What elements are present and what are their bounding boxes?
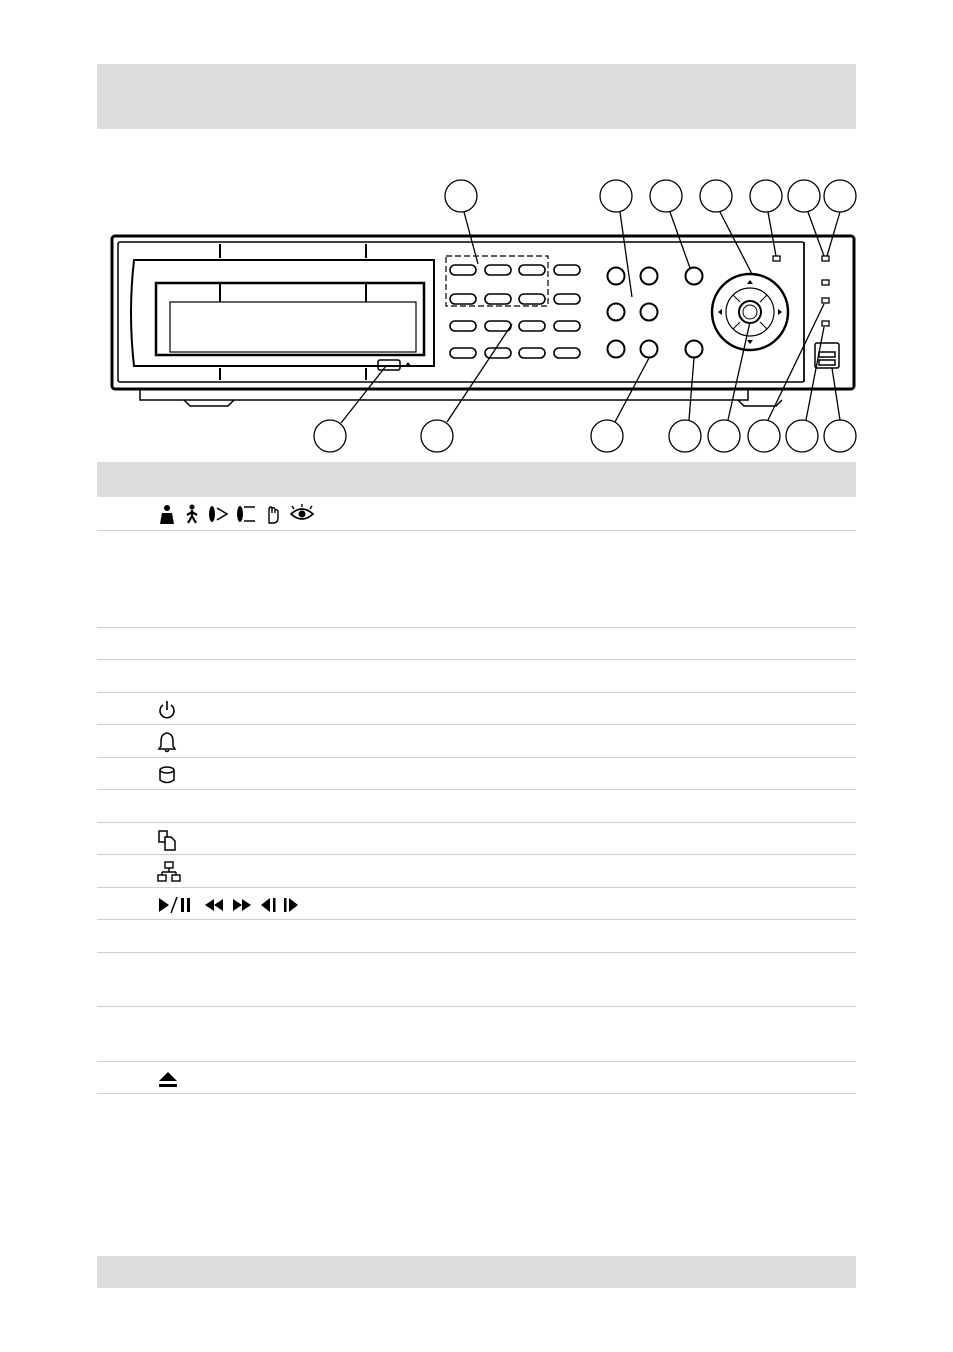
eject-icon (157, 1069, 179, 1089)
table-row (97, 725, 856, 758)
fast-forward-icon (231, 895, 253, 915)
power-icon (157, 699, 177, 721)
dvr-front-panel-diagram (0, 0, 953, 460)
walking-person-icon (183, 504, 201, 524)
hdd-icon (157, 765, 177, 785)
callouts-top (445, 180, 856, 212)
step-back-icon (259, 895, 277, 915)
table-row (97, 660, 856, 693)
table-row (97, 693, 856, 725)
table-row (97, 953, 856, 1007)
eject-mark (405, 362, 411, 366)
table-row (97, 790, 856, 823)
step-forward-icon (283, 895, 301, 915)
table-row (97, 1007, 856, 1062)
navigation-arrows (718, 280, 782, 344)
table-row (97, 758, 856, 790)
eye-icon (289, 504, 315, 524)
table-row (97, 628, 856, 660)
motion-out-icon (235, 504, 257, 524)
network-icon (157, 861, 181, 883)
person-icon (157, 504, 177, 524)
table-header (97, 462, 856, 497)
round-buttons (608, 268, 703, 358)
rewind-icon (203, 895, 225, 915)
table-row (97, 530, 856, 628)
alarm-bell-icon (157, 731, 177, 753)
key-grid (446, 256, 580, 358)
table-row (97, 497, 856, 531)
footer-band (97, 1256, 856, 1288)
motion-in-icon (207, 504, 229, 524)
hand-icon (263, 504, 283, 524)
copy-icon (157, 829, 177, 851)
play-pause-icon (157, 895, 197, 915)
table-row (97, 1062, 856, 1094)
navigation-ring (712, 274, 788, 350)
table-row (97, 823, 856, 855)
table-row (97, 888, 856, 920)
table-row (97, 855, 856, 888)
callouts-bottom (314, 420, 856, 452)
table-row (97, 920, 856, 953)
